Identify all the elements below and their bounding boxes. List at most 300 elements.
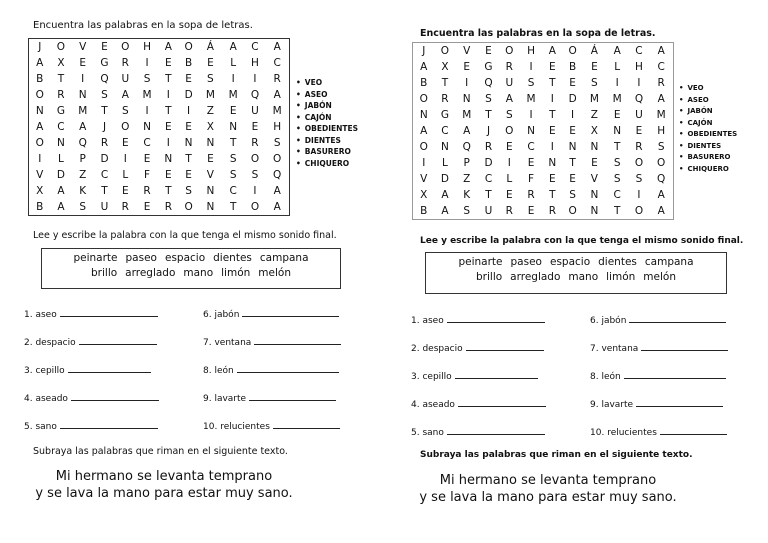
grid-letter: C	[484, 173, 493, 185]
grid-letter: L	[614, 61, 621, 73]
grid-letter: T	[185, 153, 192, 165]
answer-line[interactable]	[641, 342, 728, 351]
item-word: jabón	[214, 310, 240, 320]
word-bank-word: peinarte	[458, 256, 503, 268]
grid-letter: I	[465, 77, 469, 89]
grid-row	[413, 107, 674, 123]
grid-row	[413, 91, 674, 107]
item-number: 2.	[411, 344, 423, 354]
grid-letter: S	[527, 77, 535, 89]
item-number: 10.	[590, 428, 608, 438]
grid-row	[29, 119, 290, 135]
grid-letter: M	[272, 105, 282, 117]
grid-letter: N	[590, 205, 599, 217]
grid-letter: E	[527, 205, 535, 217]
grid-letter: U	[251, 105, 259, 117]
grid-letter: N	[590, 141, 599, 153]
grid-letter: P	[463, 157, 470, 169]
item-number: 5.	[24, 422, 36, 432]
grid-letter: D	[184, 89, 193, 101]
grid-letter: N	[613, 125, 622, 137]
word-bank-word: brillo	[476, 271, 503, 283]
item-word: jabón	[601, 316, 627, 326]
grid-letter: S	[613, 173, 621, 185]
item-number: 4.	[411, 400, 423, 410]
grid-letter: N	[590, 189, 599, 201]
grid-letter: T	[165, 73, 172, 85]
grid-letter: E	[569, 125, 576, 137]
grid-letter: Q	[634, 93, 644, 105]
grid-letter: U	[505, 77, 514, 89]
exercise-item	[590, 314, 726, 326]
grid-letter: T	[165, 185, 172, 197]
answer-line[interactable]	[60, 420, 158, 429]
item-number: 6.	[203, 310, 215, 320]
grid-letter: H	[251, 57, 259, 69]
grid-letter: O	[250, 201, 260, 213]
answer-line[interactable]	[60, 308, 158, 317]
answer-line[interactable]	[242, 308, 339, 317]
answer-line[interactable]	[447, 426, 545, 435]
grid-letter: E	[79, 57, 87, 69]
item-number: 1.	[411, 316, 423, 326]
grid-letter: S	[591, 77, 598, 89]
word-list-item: • CHIQUERO	[296, 158, 358, 170]
answer-line[interactable]	[624, 370, 726, 379]
word-list-item: • ASEO	[679, 95, 737, 107]
item-word: león	[214, 366, 234, 376]
grid-letter: H	[635, 61, 643, 73]
grid-letter: M	[228, 89, 238, 101]
item-word: lavarte	[601, 400, 634, 410]
grid-letter: E	[229, 105, 237, 117]
word-bank-word: limón	[606, 271, 636, 283]
grid-letter: N	[419, 109, 428, 121]
grid-letter: T	[165, 105, 172, 117]
grid-row	[413, 203, 674, 220]
word-bank-word: melón	[258, 267, 291, 279]
answer-line[interactable]	[447, 314, 545, 323]
grid-letter: O	[505, 125, 514, 137]
underline-instruction: Subraya las palabras que riman en el siguiente texto.	[420, 450, 693, 460]
grid-row	[413, 43, 674, 60]
answer-line[interactable]	[237, 364, 339, 373]
grid-letter: N	[206, 185, 215, 197]
grid-letter: T	[229, 137, 237, 149]
grid-letter: D	[484, 157, 493, 169]
wordsearch-title: Encuentra las palabras en la sopa de letras.	[33, 20, 253, 31]
grid-letter: B	[36, 201, 44, 213]
word-bank-word: dientes	[598, 256, 637, 268]
grid-letter: M	[612, 93, 622, 105]
item-number: 7.	[590, 344, 602, 354]
grid-letter: G	[100, 57, 109, 69]
grid-letter: R	[505, 61, 513, 73]
grid-letter: C	[441, 125, 449, 137]
grid-letter: U	[121, 73, 130, 85]
item-word: relucientes	[607, 428, 657, 438]
grid-letter: A	[548, 45, 556, 57]
grid-letter: I	[145, 57, 149, 69]
grid-letter: T	[485, 109, 492, 121]
word-list-item: • DIENTES	[679, 141, 737, 153]
grid-letter: Q	[462, 141, 471, 153]
word-list	[296, 77, 358, 169]
grid-letter: T	[613, 141, 621, 153]
grid-letter: T	[57, 73, 65, 85]
grid-letter: M	[142, 89, 152, 101]
grid-letter: A	[164, 41, 172, 53]
grid-letter: O	[634, 157, 644, 169]
grid-letter: E	[165, 121, 172, 133]
grid-letter: E	[165, 57, 172, 69]
word-list-item: • DIENTES	[296, 135, 358, 147]
grid-letter: R	[121, 201, 129, 213]
item-number: 7.	[203, 338, 215, 348]
item-word: ventana	[601, 344, 639, 354]
grid-letter: J	[422, 45, 426, 57]
grid-letter: M	[589, 93, 599, 105]
exercise-item	[203, 308, 339, 320]
grid-letter: O	[657, 157, 666, 169]
grid-letter: Q	[100, 73, 109, 85]
grid-letter: S	[101, 89, 108, 101]
grid-letter: Z	[590, 109, 598, 121]
grid-letter: B	[569, 61, 577, 73]
grid-letter: N	[184, 137, 193, 149]
word-bank-word: melón	[643, 271, 676, 283]
grid-letter: S	[505, 109, 513, 121]
exercise-item	[411, 370, 538, 382]
grid-letter: A	[229, 41, 237, 53]
grid-letter: O	[568, 45, 577, 57]
grid-letter: E	[101, 41, 108, 53]
grid-letter: Á	[590, 45, 598, 57]
grid-letter: E	[251, 121, 259, 133]
grid-letter: E	[635, 125, 643, 137]
word-list-item: • CAJÓN	[296, 112, 358, 124]
grid-letter: I	[166, 137, 170, 149]
grid-letter: N	[143, 121, 151, 133]
grid-letter: A	[441, 189, 449, 201]
grid-letter: N	[548, 157, 557, 169]
grid-letter: L	[122, 169, 129, 181]
grid-row	[413, 75, 674, 91]
exercise-item	[24, 364, 151, 376]
grid-letter: B	[36, 73, 44, 85]
wordsearch-grid	[412, 42, 674, 220]
word-bank-word: arreglado	[510, 271, 561, 283]
grid-row	[29, 135, 290, 151]
grid-letter: E	[505, 189, 513, 201]
word-list-item: • OBEDIENTES	[296, 123, 358, 135]
grid-letter: A	[420, 125, 428, 137]
worksheet-right	[384, 0, 768, 543]
grid-letter: N	[35, 105, 44, 117]
exercise-item	[203, 420, 340, 432]
grid-letter: V	[79, 41, 87, 53]
exercise-item	[24, 308, 158, 320]
grid-letter: M	[526, 93, 536, 105]
grid-letter: I	[253, 185, 257, 197]
wordsearch-grid	[28, 38, 290, 216]
grid-letter: V	[463, 45, 471, 57]
word-bank-word: campana	[644, 256, 694, 268]
exercise-item	[590, 342, 728, 354]
grid-letter: E	[569, 173, 576, 185]
answer-line[interactable]	[466, 342, 544, 351]
word-bank-word: espacio	[164, 252, 206, 264]
item-word: despacio	[422, 344, 463, 354]
grid-letter: X	[57, 57, 65, 69]
sentence	[31, 468, 297, 502]
grid-letter: V	[590, 173, 598, 185]
grid-letter: E	[505, 141, 513, 153]
word-bank-word: arreglado	[125, 267, 176, 279]
grid-letter: E	[591, 157, 598, 169]
grid-letter: O	[273, 153, 282, 165]
item-number: 4.	[24, 394, 36, 404]
word-bank-word: paseo	[125, 252, 157, 264]
grid-letter: C	[57, 121, 65, 133]
wordsearch-title: Encuentra las palabras en la sopa de letras.	[420, 28, 656, 39]
grid-letter: E	[569, 77, 576, 89]
grid-row	[413, 123, 674, 139]
grid-letter: Q	[657, 173, 666, 185]
grid-row	[29, 167, 290, 183]
grid-row	[29, 87, 290, 103]
grid-letter: E	[485, 45, 492, 57]
grid-letter: A	[273, 89, 281, 101]
grid-letter: F	[528, 173, 535, 185]
item-number: 3.	[24, 366, 36, 376]
grid-row	[29, 71, 290, 87]
item-word: ventana	[214, 338, 252, 348]
grid-letter: H	[143, 41, 152, 53]
grid-letter: S	[229, 153, 237, 165]
grid-letter: O	[56, 41, 66, 53]
exercise-item	[24, 336, 157, 348]
grid-letter: N	[57, 137, 65, 149]
grid-letter: O	[250, 153, 260, 165]
answer-line[interactable]	[71, 392, 159, 401]
grid-letter: I	[529, 61, 533, 73]
grid-letter: O	[419, 141, 428, 153]
grid-letter: J	[38, 41, 42, 53]
grid-letter: R	[121, 57, 129, 69]
answer-line[interactable]	[629, 314, 726, 323]
sentence-line1: Mi hermano se levanta temprano	[55, 469, 273, 484]
word-list-item: • BASURERO	[296, 146, 358, 158]
grid-letter: R	[100, 137, 109, 149]
grid-letter: P	[79, 153, 86, 165]
grid-letter: R	[441, 93, 449, 105]
grid-row	[413, 187, 674, 203]
grid-letter: I	[123, 153, 127, 165]
word-bank-line2	[426, 270, 726, 285]
grid-letter: E	[549, 125, 556, 137]
answer-line[interactable]	[249, 392, 336, 401]
grid-letter: N	[206, 201, 215, 213]
grid-letter: J	[102, 121, 107, 133]
grid-letter: E	[185, 169, 192, 181]
grid-letter: E	[165, 169, 172, 181]
grid-letter: A	[273, 41, 281, 53]
grid-letter: T	[441, 77, 449, 89]
grid-letter: C	[100, 169, 109, 181]
answer-line[interactable]	[79, 336, 157, 345]
sentence-line2: y se lava la mano para estar muy sano.	[419, 490, 677, 505]
grid-letter: I	[422, 157, 426, 169]
grid-letter: E	[549, 61, 556, 73]
grid-letter: O	[419, 93, 428, 105]
grid-letter: T	[101, 185, 108, 197]
grid-letter: I	[529, 109, 533, 121]
sentence	[414, 472, 682, 506]
item-number: 5.	[411, 428, 423, 438]
grid-letter: S	[635, 173, 643, 185]
grid-letter: C	[251, 41, 259, 53]
grid-letter: X	[441, 61, 449, 73]
item-number: 8.	[203, 366, 215, 376]
grid-row	[413, 139, 674, 155]
word-bank-line1	[426, 255, 726, 270]
grid-letter: K	[463, 189, 471, 201]
grid-letter: A	[657, 45, 665, 57]
grid-letter: M	[78, 105, 88, 117]
answer-line[interactable]	[273, 420, 340, 429]
word-list-item: • VEO	[296, 77, 358, 89]
grid-letter: A	[505, 93, 513, 105]
underline-instruction: Subraya las palabras que riman en el siguiente texto.	[33, 446, 288, 457]
answer-line[interactable]	[68, 364, 151, 373]
grid-letter: R	[251, 137, 259, 149]
grid-letter: O	[634, 205, 644, 217]
exercise-item	[411, 314, 545, 326]
grid-letter: N	[206, 137, 215, 149]
answer-line[interactable]	[636, 398, 723, 407]
grid-letter: Q	[273, 169, 282, 181]
grid-letter: N	[462, 93, 471, 105]
grid-letter: T	[485, 189, 492, 201]
grid-letter: E	[185, 121, 192, 133]
grid-letter: T	[549, 189, 556, 201]
answer-line[interactable]	[660, 426, 727, 435]
grid-letter: N	[164, 153, 173, 165]
grid-letter: R	[548, 205, 556, 217]
item-word: lavarte	[214, 394, 247, 404]
grid-letter: C	[635, 45, 643, 57]
word-bank	[425, 252, 727, 294]
answer-line[interactable]	[254, 336, 341, 345]
grid-letter: A	[657, 205, 665, 217]
grid-letter: X	[206, 121, 214, 133]
item-number: 1.	[24, 310, 36, 320]
grid-letter: N	[78, 89, 87, 101]
word-bank-word: mano	[183, 267, 214, 279]
exercise-item	[411, 426, 545, 438]
grid-letter: O	[121, 41, 130, 53]
grid-letter: L	[442, 157, 448, 169]
grid-letter: S	[251, 169, 259, 181]
grid-letter: L	[230, 57, 237, 69]
grid-row	[29, 39, 290, 56]
grid-letter: X	[420, 189, 428, 201]
grid-letter: V	[36, 169, 44, 181]
grid-letter: A	[613, 45, 621, 57]
grid-letter: A	[420, 61, 428, 73]
grid-letter: O	[568, 205, 577, 217]
grid-letter: I	[187, 105, 191, 117]
grid-letter: T	[613, 205, 621, 217]
word-bank-word: peinarte	[73, 252, 118, 264]
grid-letter: C	[527, 141, 535, 153]
grid-row	[413, 59, 674, 75]
word-list-item: • OBEDIENTES	[679, 129, 737, 141]
grid-letter: Q	[78, 137, 87, 149]
word-bank-word: brillo	[91, 267, 118, 279]
grid-letter: C	[229, 185, 237, 197]
grid-letter: C	[613, 189, 621, 201]
grid-letter: F	[144, 169, 151, 181]
word-bank-line2	[42, 266, 340, 281]
grid-letter: E	[143, 201, 151, 213]
grid-letter: A	[36, 57, 44, 69]
answer-line[interactable]	[455, 370, 538, 379]
grid-letter: A	[463, 125, 471, 137]
grid-letter: A	[441, 205, 449, 217]
grid-letter: A	[657, 93, 665, 105]
grid-letter: S	[463, 205, 471, 217]
grid-letter: I	[507, 157, 511, 169]
grid-letter: Á	[206, 41, 214, 53]
grid-letter: L	[506, 173, 513, 185]
grid-letter: R	[143, 185, 151, 197]
grid-letter: X	[590, 125, 598, 137]
item-number: 8.	[590, 372, 602, 382]
grid-letter: E	[549, 173, 556, 185]
item-word: relucientes	[220, 422, 270, 432]
grid-letter: Z	[79, 169, 87, 181]
word-bank-word: limón	[221, 267, 251, 279]
item-word: despacio	[35, 338, 76, 348]
word-list-item: • JABÓN	[679, 106, 737, 118]
grid-letter: A	[121, 89, 129, 101]
grid-letter: A	[273, 201, 281, 213]
grid-letter: I	[145, 105, 149, 117]
grid-letter: V	[206, 169, 214, 181]
item-number: 9.	[203, 394, 215, 404]
grid-letter: B	[185, 57, 193, 69]
answer-line[interactable]	[458, 398, 546, 407]
exercise-item	[203, 364, 339, 376]
grid-letter: T	[229, 201, 237, 213]
grid-letter: J	[486, 125, 491, 137]
grid-letter: T	[549, 77, 556, 89]
grid-letter: S	[273, 137, 281, 149]
grid-row	[29, 151, 290, 167]
grid-letter: E	[185, 73, 192, 85]
grid-letter: E	[527, 157, 535, 169]
grid-letter: S	[485, 93, 492, 105]
grid-letter: X	[36, 185, 44, 197]
item-number: 10.	[203, 422, 221, 432]
exercise-item	[411, 398, 546, 410]
grid-letter: R	[657, 77, 665, 89]
grid-letter: C	[657, 61, 665, 73]
grid-letter: E	[591, 61, 598, 73]
grid-letter: G	[440, 109, 449, 121]
